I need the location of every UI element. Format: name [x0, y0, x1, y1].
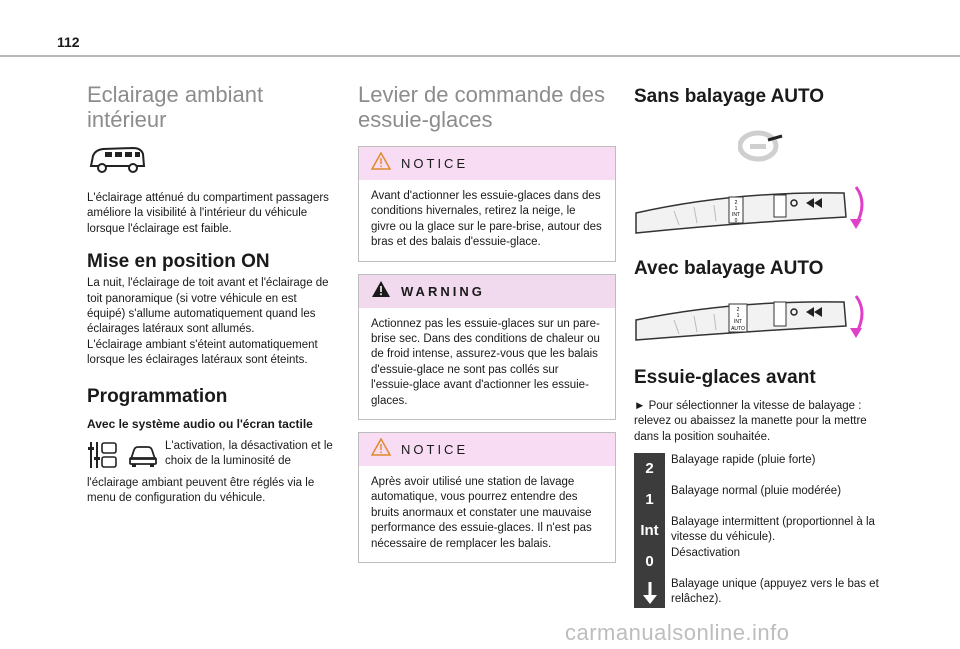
- speed-2-icon: 2: [634, 453, 665, 484]
- speed-1-icon: 1: [634, 484, 665, 515]
- warning-box: [358, 274, 616, 420]
- speed-row-1: [634, 484, 886, 515]
- section-title-ambient: Eclairage ambiant intérieur: [87, 82, 264, 132]
- column-wiper-modes: [634, 86, 889, 445]
- heading-sans-auto: Sans balayage AUTO: [634, 86, 825, 107]
- prog-subheading: Avec le système audio ou l'écran tactile: [87, 416, 313, 431]
- steering-wheel-icon: [738, 130, 889, 167]
- audio-settings-icon: [87, 439, 119, 476]
- notice-header-1: [359, 147, 615, 180]
- column-wiper-lever: [358, 82, 616, 563]
- speed-list: [634, 453, 894, 613]
- ambient-intro: L'éclairage atténué du compartiment passagers améliore la visibilité à l'intérieur du véhicule lorsque l'éclairage est faible.: [87, 192, 329, 235]
- lever-mark: 1: [734, 206, 738, 212]
- speed-1-text: Balayage normal (pluie modérée): [671, 485, 842, 497]
- on-text-1: La nuit, l'éclairage de toit avant et l'éclairage de toit panoramique (si votre véhicule en est équipé) s'allume automatiquement quand les éclairages latéraux sont allumés.: [87, 277, 329, 336]
- page-number: 112: [57, 34, 80, 50]
- column-ambient-lighting: [87, 82, 337, 507]
- lever-mark: 0: [734, 218, 738, 224]
- lever-mark: INT: [733, 319, 743, 325]
- car-van-icon: [87, 144, 337, 181]
- front-intro: ► Pour sélectionner la vitesse de balayage : relevez ou abaissez la manette pour la mettre dans la position souhaitée.: [634, 400, 867, 443]
- notice-box-2: [358, 432, 616, 563]
- heading-avec-auto: Avec balayage AUTO: [634, 258, 824, 279]
- car-config-icon: [127, 439, 159, 476]
- lever-mark: 2: [734, 200, 738, 206]
- heading-programmation: Programmation: [87, 385, 228, 407]
- heading-front-wipers: Essuie-glaces avant: [634, 367, 816, 388]
- notice-text-1: Avant d'actionner les essuie-glaces dans des conditions hivernales, retirez la neige, le givre ou la glace sur le pare-brise, autour des bras et des balais d'essuie-glace.: [371, 190, 602, 249]
- speed-row-0: [634, 546, 886, 577]
- speed-row-single: [634, 577, 886, 608]
- lever-mark: 1: [736, 313, 740, 319]
- prog-text-b: l'éclairage ambiant peuvent être réglés via le menu de configuration du véhicule.: [87, 477, 315, 505]
- watermark: carmanualsonline.info: [565, 620, 790, 645]
- speed-int-icon: Int: [634, 515, 665, 546]
- caution-triangle-icon: [371, 438, 391, 461]
- on-text-2: L'éclairage ambiant s'éteint automatiquement lorsque les éclairages latéraux sont éteints.: [87, 338, 318, 367]
- lever-mark: 2: [736, 307, 740, 313]
- down-arrow-icon: [634, 577, 665, 608]
- notice-label-2: NOTICE: [401, 442, 469, 458]
- lever-mark: INT: [731, 212, 741, 218]
- prog-row: [87, 439, 337, 476]
- wiper-lever-auto-diagram: [634, 290, 889, 355]
- top-rule: [0, 55, 960, 57]
- section-title-wipers: Levier de commande des essuie-glaces: [358, 82, 606, 132]
- heading-on: Mise en position ON: [87, 251, 270, 273]
- speed-row-int: [634, 515, 886, 546]
- notice-header-2: [359, 433, 615, 466]
- speed-row-2: [634, 453, 886, 484]
- speed-single-text: Balayage unique (appuyez vers le bas et relâchez).: [671, 578, 879, 605]
- prog-text-a: L'activation, la désactivation et le choix de la luminosité de: [165, 440, 333, 468]
- speed-0-icon: 0: [634, 546, 665, 577]
- notice-text-2: Après avoir utilisé une station de lavage automatique, vous pourrez entendre des bruits anormaux et constater une mauvaise performance des essuie-glaces. Il n'est pas nécessaire de remplacer les balais.: [371, 476, 592, 550]
- speed-int-text: Balayage intermittent (proportionnel à la vitesse du véhicule).: [671, 516, 875, 543]
- speed-0-text: Désactivation: [671, 547, 741, 559]
- warning-label: WARNING: [401, 283, 485, 299]
- speed-2-text: Balayage rapide (pluie forte): [671, 454, 816, 466]
- warning-text: Actionnez pas les essuie-glaces sur un pare-brise sec. Dans des conditions de chaleur ou de froid intense, assurez-vous que les balais d'essuie-glace ne sont pas collés sur l'essuie-glace avant d'actionner les essuie-glaces.: [371, 317, 600, 407]
- caution-triangle-icon: [371, 152, 391, 175]
- notice-label-1: NOTICE: [401, 156, 469, 171]
- lever-mark: AUTO: [731, 326, 745, 332]
- warning-header: [359, 275, 615, 308]
- wiper-lever-diagram: [634, 173, 889, 248]
- notice-box-1: [358, 146, 616, 262]
- warning-triangle-icon: [371, 280, 391, 303]
